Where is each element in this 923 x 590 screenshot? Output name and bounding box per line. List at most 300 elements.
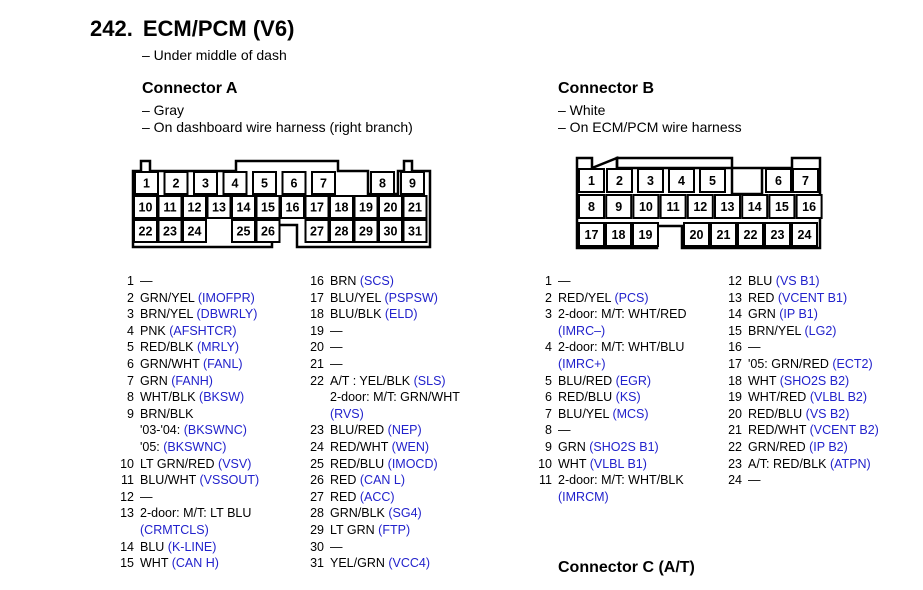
pin-cell-label: 11 [666,200,680,214]
pin-row [110,539,259,556]
pin-description [140,522,209,539]
pin-description: BRN (SCS) [330,274,394,288]
pin-row [110,456,259,473]
connector-b-location: – On ECM/PCM wire harness [558,119,742,135]
pin-description: BLU/WHT (VSSOUT) [140,473,260,488]
pin-number: 25 [310,456,324,471]
pin-number: 23 [310,423,324,438]
pin-number: 8 [127,390,134,405]
pin-row [110,439,259,456]
pin-row [300,489,460,506]
pin-description: — [330,539,343,554]
pin-description: RED/BLK (MRLY) [140,340,240,355]
pin-description: '03-'04: (BKSWNC) [140,423,247,438]
pin-cell-label: 24 [187,224,202,239]
signal-code: (FANH) [171,373,213,388]
signal-code: (ELD) [384,307,418,322]
pin-cell-label: 29 [359,224,373,239]
pin-cell-label: 7 [320,176,327,191]
pin-number: 17 [310,290,324,305]
pin-row [110,323,259,340]
pin-row [718,389,879,406]
pin-number: 5 [545,373,552,388]
pin-row [110,489,259,506]
pin-number: 6 [127,356,134,371]
pin-number: 16 [310,274,324,288]
signal-code: (IP B1) [779,307,818,322]
pin-description: RED/BLU (IMOCD) [330,456,438,471]
connector-a-cells [134,172,427,242]
pin-number: 13 [728,290,742,305]
pin-row [110,422,259,439]
signal-code: (BKSW) [199,390,245,405]
pin-description: PNK (AFSHTCR) [140,323,237,338]
signal-code: (MRLY) [196,340,240,355]
connector-b-cells [579,169,822,246]
pin-description [558,356,606,373]
pin-cell-label: 21 [408,200,422,215]
pin-number: 12 [120,489,134,504]
pin-number: 2 [127,290,134,305]
pin-description: BRN/YEL (DBWRLY) [140,307,258,322]
pin-number: 3 [545,307,552,322]
pin-number: 6 [545,390,552,405]
pin-row [528,422,687,439]
pin-number: 8 [545,423,552,438]
pin-number: 20 [728,406,742,421]
connector-a-title: Connector A [142,80,238,97]
pin-cell-label: 22 [743,228,758,242]
pin-row [300,389,460,406]
signal-code: (IMRCM) [558,489,609,504]
pin-row [718,472,879,489]
pin-cell-label: 13 [720,200,735,214]
pin-description: 2-door: M/T: WHT/BLK [558,473,684,488]
pin-description: — [330,356,343,371]
pin-cell-label: 31 [408,224,422,239]
pin-cell-label: 6 [775,174,782,188]
pin-description: 2-door: M/T: LT BLU [140,506,252,521]
pin-description: GRN (FANH) [140,373,213,388]
signal-code: (VCENT B2) [809,423,879,438]
pin-cell-label: 11 [163,200,177,215]
signal-code: (SCS) [359,274,394,288]
pin-cell-label: 9 [409,176,416,191]
pin-row [718,439,879,456]
pin-description: GRN (SHO2S B1) [558,439,659,454]
connector-a-location: – On dashboard wire harness (right branch) [142,119,413,135]
pin-number: 15 [120,556,134,571]
pin-cell-label: 3 [647,174,654,188]
pin-description: 2-door: M/T: WHT/RED [558,307,687,322]
pin-row [110,505,259,522]
pin-description: GRN/YEL (IMOFPR) [140,290,255,305]
pin-number [110,522,140,539]
pin-cell-label: 5 [261,176,268,191]
pin-row [300,356,460,373]
pin-number: 14 [728,307,742,322]
pin-cell-label: 8 [588,200,595,214]
pin-row [110,339,259,356]
signal-code: (K-LINE) [167,539,217,554]
pin-cell-label: 26 [261,224,275,239]
pin-row [110,306,259,323]
pin-description: 2-door: M/T: WHT/BLU [558,340,685,355]
signal-code: (CAN H) [171,556,219,571]
signal-code: (VCENT B1) [777,290,848,305]
pin-row [528,306,687,323]
pin-cell-label: 1 [143,176,150,191]
pin-cell-label: 17 [584,228,599,242]
pin-row [110,356,259,373]
signal-code: (VSV) [218,456,252,471]
pin-number: 19 [728,390,742,405]
connector-a-diagram [128,155,438,250]
section-number: 242. [90,16,133,41]
signal-code: (IMOFPR) [197,290,255,305]
signal-code: (FTP) [378,522,411,537]
signal-code: (SG4) [388,506,422,521]
pin-number: 30 [310,539,324,554]
pin-number [528,323,558,340]
pin-row [528,290,687,307]
pin-row [718,323,879,340]
pin-cell-label: 10 [138,200,153,215]
pin-description: BLU (VS B1) [748,274,820,288]
pin-cell-label: 4 [231,176,239,191]
pin-row [300,290,460,307]
pin-description: GRN/RED (IP B2) [748,439,848,454]
signal-code: (VLBL B2) [809,390,868,405]
pin-description: RED/YEL (PCS) [558,290,649,305]
signal-code: (SLS) [413,373,446,388]
signal-code: (IMOCD) [387,456,438,471]
pin-number: 1 [545,274,552,288]
signal-code: (PCS) [614,290,649,305]
pin-row [528,489,687,506]
pin-row [300,273,460,290]
connector-b-key [732,168,762,194]
signal-code: (ACC) [359,489,395,504]
pin-cell-label: 2 [172,176,180,191]
pin-number: 4 [545,340,552,355]
pin-cell-label: 15 [774,200,789,214]
pin-cell-label: 3 [202,176,209,191]
pin-number: 4 [127,323,134,338]
pin-cell-label: 14 [236,200,251,215]
pin-row [718,306,879,323]
signal-code: (BKSWNC) [163,439,227,454]
signal-code: (AFSHTCR) [169,323,237,338]
pin-number: 10 [120,456,134,471]
pin-number: 9 [127,406,134,421]
pin-number: 2 [545,290,552,305]
pin-row [110,555,259,572]
pin-row [528,356,687,373]
pin-row [110,290,259,307]
pin-row [718,456,879,473]
pin-description: LT GRN/RED (VSV) [140,456,252,471]
pin-row [110,389,259,406]
connector-b-title: Connector B [558,80,654,97]
pin-cell-label: 19 [638,228,653,242]
pin-number: 24 [728,473,742,488]
pin-cell-label: 5 [709,174,716,188]
pin-cell-label: 19 [359,200,373,215]
pin-number: 19 [310,323,324,338]
pin-row [528,323,687,340]
signal-code: (DBWRLY) [196,307,258,322]
pin-row [528,339,687,356]
pin-cell-label: 9 [615,200,623,214]
pin-description: WHT (SHO2S B2) [748,373,850,388]
pin-cell-label: 15 [261,200,275,215]
pin-row [300,323,460,340]
pin-cell-label: 25 [236,224,251,239]
signal-code: (IMRC+) [558,356,606,371]
pin-cell-label: 12 [693,200,708,214]
pin-cell-label: 16 [802,200,817,214]
pin-description: RED (CAN L) [330,473,406,488]
pin-row [718,356,879,373]
signal-code: (RVS) [330,406,364,421]
pin-description [558,489,609,506]
pin-cell-label: 17 [310,200,324,215]
pin-description: — [330,340,343,355]
pin-row [718,273,879,290]
pin-cell-label: 18 [611,228,626,242]
signal-code: (WEN) [391,439,430,454]
pin-row [300,439,460,456]
pin-cell-label: 4 [678,174,685,188]
pin-description: GRN/BLK (SG4) [330,506,422,521]
connector-b-pins-col1 [528,273,687,505]
pin-description: RED/BLU (VS B2) [748,406,850,421]
signal-code: (CAN L) [359,473,406,488]
pin-row [300,472,460,489]
pin-description: A/T : YEL/BLK (SLS) [330,373,446,388]
pin-number [300,406,330,423]
pin-row [300,339,460,356]
pin-description: RED (ACC) [330,489,395,504]
pin-description: — [748,473,761,488]
pin-description: WHT (VLBL B1) [558,456,647,471]
pin-row [528,406,687,423]
pin-number: 31 [310,556,324,571]
pin-number: 12 [728,274,742,288]
pin-description: GRN (IP B1) [748,307,818,322]
pin-cell-label: 2 [616,174,623,188]
connector-c-title: Connector C (A/T) [558,559,695,576]
pin-row [718,406,879,423]
pin-number [528,356,558,373]
pin-cell-label: 8 [379,176,386,191]
pin-number: 15 [728,323,742,338]
pin-number: 5 [127,340,134,355]
pin-row [528,439,687,456]
pin-description: — [330,323,343,338]
pin-cell-label: 20 [689,228,704,242]
pin-description: — [558,423,571,438]
signal-code: (BKSWNC) [183,423,247,438]
pin-row [110,472,259,489]
pin-description: — [140,489,153,504]
pin-number: 28 [310,506,324,521]
pin-description: LT GRN (FTP) [330,522,411,537]
pin-number: 24 [310,439,324,454]
connector-b-pins-col2 [718,273,879,489]
signal-code: (ECT2) [832,356,873,371]
pin-number: 13 [120,506,134,521]
signal-code: (KS) [615,390,641,405]
pin-number: 18 [310,307,324,322]
pin-cell-label: 30 [383,224,398,239]
connector-a-color: – Gray [142,102,185,118]
pin-description: BLU (K-LINE) [140,539,217,554]
pin-number: 3 [127,307,134,322]
pin-number: 22 [728,439,742,454]
pin-number: 22 [310,373,324,388]
pin-cell-label: 23 [163,224,177,239]
signal-code: (IP B2) [809,439,848,454]
pin-cell-label: 21 [716,228,731,242]
signal-code: (VLBL B1) [589,456,647,471]
pin-description: RED/WHT (VCENT B2) [748,423,879,438]
pin-number: 17 [728,356,742,371]
pin-row [300,505,460,522]
pin-description: BLU/RED (NEP) [330,423,422,438]
pin-number: 11 [539,473,552,488]
pin-row [110,373,259,390]
pin-row [300,422,460,439]
pin-row [718,290,879,307]
connector-a-pins-col1 [110,273,259,572]
pin-row [300,522,460,539]
pin-number: 9 [545,439,552,454]
pin-description: WHT/RED (VLBL B2) [748,390,868,405]
signal-code: (VS B2) [805,406,850,421]
signal-code: (EGR) [615,373,652,388]
connector-a-pins-col2 [300,273,460,572]
signal-code: (NEP) [387,423,422,438]
signal-code: (VS B1) [775,274,820,288]
pin-number: 1 [127,274,134,288]
pin-description [330,406,364,423]
pin-cell-label: 10 [638,200,653,214]
pin-description: — [140,274,153,288]
pin-number [110,422,140,439]
pin-row [300,373,460,390]
pin-row [110,522,259,539]
connector-b-diagram [572,150,827,250]
pin-description: RED/WHT (WEN) [330,439,430,454]
pin-row [110,406,259,423]
pin-number: 11 [121,473,134,488]
signal-code: (SHO2S B1) [589,439,659,454]
pin-cell-label: 28 [334,224,349,239]
pin-description: BRN/YEL (LG2) [748,323,837,338]
pin-number [300,389,330,406]
pin-description: WHT (CAN H) [140,556,219,571]
page-title [90,16,294,42]
pin-description: 2-door: M/T: GRN/WHT [330,390,460,405]
pin-description: BLU/RED (EGR) [558,373,652,388]
pin-row [528,273,687,290]
signal-code: (MCS) [612,406,649,421]
pin-number: 29 [310,522,324,537]
pin-cell-label: 13 [212,200,226,215]
pin-row [528,373,687,390]
pin-cell-label: 1 [588,174,595,188]
pin-description: RED (VCENT B1) [748,290,848,305]
pin-description: A/T: RED/BLK (ATPN) [748,456,871,471]
signal-code: (CRMTCLS) [140,522,209,537]
pin-row [300,539,460,556]
pin-cell-label: 27 [310,224,324,239]
pin-number: 7 [127,373,134,388]
pin-description: — [558,274,571,288]
location-note: – Under middle of dash [142,47,287,63]
pin-number: 16 [728,340,742,355]
pin-cell-label: 22 [138,224,153,239]
pin-row [718,339,879,356]
pin-number [528,489,558,506]
pin-row [718,373,879,390]
pin-cell-label: 16 [285,200,300,215]
pin-number: 18 [728,373,742,388]
pin-cell-label: 7 [802,174,809,188]
signal-code: (VSSOUT) [199,473,260,488]
pin-cell-label: 23 [770,228,785,242]
signal-code: (ATPN) [829,456,871,471]
pin-description: YEL/GRN (VCC4) [330,556,431,571]
pin-cell-label: 18 [334,200,349,215]
pin-number: 20 [310,340,324,355]
pin-description: '05: (BKSWNC) [140,439,227,454]
signal-code: (IMRC–) [558,323,606,338]
pin-number: 27 [310,489,324,504]
connector-b-color: – White [558,102,606,118]
pin-description: BLU/YEL (PSPSW) [330,290,438,305]
pin-number: 14 [120,539,134,554]
pin-row [300,555,460,572]
section-title: ECM/PCM (V6) [142,16,295,41]
pin-number: 21 [310,356,324,371]
pin-description: — [748,340,761,355]
pin-description: WHT/BLK (BKSW) [140,390,245,405]
signal-code: (PSPSW) [384,290,438,305]
pin-description: '05: GRN/RED (ECT2) [748,356,873,371]
pin-row [718,422,879,439]
pin-row [528,389,687,406]
pin-row [528,472,687,489]
pin-row [110,273,259,290]
pin-cell-label: 24 [797,228,812,242]
pin-description: BRN/BLK [140,406,194,421]
signal-code: (VCC4) [388,556,431,571]
pin-number: 7 [545,406,552,421]
signal-code: (LG2) [804,323,837,338]
pin-cell-label: 20 [383,200,398,215]
signal-code: (FANL) [202,356,243,371]
pin-number: 10 [538,456,552,471]
pin-cell-label: 6 [290,176,298,191]
pin-description [558,323,605,340]
pin-row [300,406,460,423]
pin-number: 23 [728,456,742,471]
pin-number [110,439,140,456]
pin-row [300,456,460,473]
